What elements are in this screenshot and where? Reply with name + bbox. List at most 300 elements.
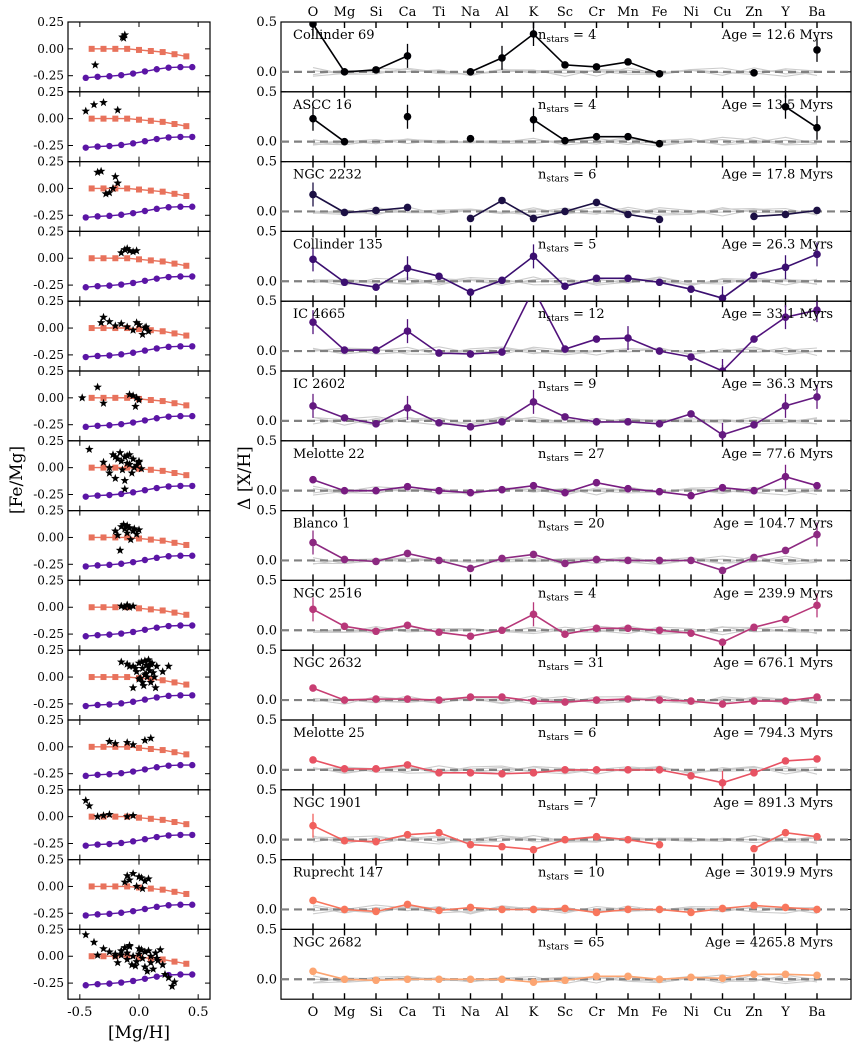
data-point bbox=[372, 346, 380, 354]
data-point bbox=[687, 973, 695, 981]
reference-marker bbox=[142, 836, 148, 842]
reference-marker bbox=[130, 838, 136, 844]
y-tick-label: -0.25 bbox=[33, 766, 64, 781]
nstars-label: $n_{stars} = 5$ bbox=[538, 237, 597, 255]
data-point bbox=[341, 68, 349, 76]
data-point bbox=[813, 906, 821, 914]
cluster-series bbox=[309, 183, 821, 224]
reference-marker bbox=[160, 398, 166, 404]
reference-marker bbox=[183, 612, 189, 618]
y-tick-label: 0.25 bbox=[37, 503, 64, 518]
data-point bbox=[782, 904, 790, 912]
data-point bbox=[435, 349, 443, 357]
data-point bbox=[435, 769, 443, 777]
reference-marker bbox=[148, 397, 154, 403]
reference-marker bbox=[160, 887, 166, 893]
data-point bbox=[719, 700, 727, 708]
data-point bbox=[782, 697, 790, 705]
data-point bbox=[656, 70, 664, 78]
cluster-panel-13 bbox=[256, 853, 851, 930]
age-label: Age = 17.8 Myrs bbox=[721, 167, 833, 183]
y-tick-label: 0.0 bbox=[256, 902, 277, 918]
reference-marker bbox=[165, 483, 171, 489]
reference-marker bbox=[172, 51, 178, 57]
data-point bbox=[813, 124, 821, 132]
data-point bbox=[656, 766, 664, 774]
x-tick-label-top: Mg bbox=[333, 5, 356, 20]
y-tick-label: 0.5 bbox=[256, 294, 277, 310]
data-point bbox=[719, 567, 727, 575]
y-tick-label: 0.00 bbox=[37, 739, 64, 754]
reference-marker bbox=[172, 679, 178, 685]
reference-marker bbox=[172, 819, 178, 825]
x-tick-label: Zn bbox=[745, 1005, 763, 1021]
data-point bbox=[498, 906, 506, 914]
reference-marker bbox=[165, 623, 171, 629]
x-tick-label-top: Ni bbox=[683, 5, 699, 20]
reference-marker bbox=[160, 49, 166, 55]
reference-line-2 bbox=[86, 277, 193, 288]
y-axis-label: [Fe/Mg] bbox=[7, 445, 27, 515]
data-point bbox=[782, 547, 790, 555]
nstars-label: $n_{stars} = 31$ bbox=[538, 656, 605, 674]
x-tick-label-top: Y bbox=[781, 5, 790, 20]
data-point bbox=[750, 902, 758, 910]
data-point bbox=[813, 207, 821, 215]
reference-marker bbox=[118, 910, 124, 916]
reference-marker bbox=[160, 607, 166, 613]
reference-marker bbox=[83, 284, 89, 290]
cluster-series bbox=[309, 465, 821, 500]
y-tick-label: 0.25 bbox=[37, 643, 64, 658]
star-point bbox=[99, 98, 108, 106]
data-point bbox=[498, 770, 506, 778]
data-point bbox=[656, 488, 664, 496]
reference-marker bbox=[177, 343, 183, 349]
cluster-name: Melotte 22 bbox=[293, 446, 365, 462]
x-tick-label-top: Mn bbox=[617, 5, 639, 20]
data-point bbox=[372, 558, 380, 566]
cluster-name: NGC 2682 bbox=[293, 935, 362, 951]
data-point bbox=[309, 20, 317, 28]
reference-marker bbox=[148, 188, 154, 194]
reference-marker bbox=[154, 206, 160, 212]
cluster-name: Collinder 69 bbox=[293, 28, 375, 43]
y-tick-label: 0.25 bbox=[37, 573, 64, 588]
data-point bbox=[309, 822, 317, 830]
y-tick-label: 0.5 bbox=[256, 154, 277, 170]
star-point bbox=[85, 445, 94, 453]
reference-marker bbox=[89, 185, 95, 191]
cluster-name: ASCC 16 bbox=[293, 97, 352, 113]
y-tick-label: 0.25 bbox=[37, 922, 64, 937]
data-point bbox=[813, 393, 821, 401]
star-point bbox=[93, 383, 102, 391]
reference-marker bbox=[89, 814, 95, 820]
reference-marker bbox=[124, 185, 130, 191]
reference-marker bbox=[89, 744, 95, 750]
data-point bbox=[593, 63, 601, 71]
age-label: Age = 26.3 Myrs bbox=[721, 237, 833, 253]
star-point bbox=[113, 106, 122, 114]
reference-marker bbox=[106, 352, 112, 358]
reference-marker bbox=[136, 815, 142, 821]
cluster-name: NGC 2232 bbox=[293, 167, 362, 183]
data-point bbox=[782, 615, 790, 623]
star-point bbox=[105, 317, 114, 325]
reference-marker bbox=[89, 604, 95, 610]
reference-marker bbox=[177, 273, 183, 279]
data-point bbox=[750, 769, 758, 777]
reference-marker bbox=[136, 605, 142, 611]
data-point bbox=[467, 423, 475, 431]
cluster-name: Melotte 25 bbox=[293, 726, 365, 741]
reference-marker bbox=[136, 256, 142, 262]
x-tick-label: Ti bbox=[432, 1005, 446, 1021]
nstars-label: $n_{stars} = 65$ bbox=[538, 935, 605, 953]
data-point bbox=[309, 256, 317, 264]
data-point bbox=[530, 215, 538, 223]
y-tick-label: 0.5 bbox=[256, 713, 277, 728]
x-tick-label: 0.0 bbox=[128, 1005, 150, 1021]
reference-marker bbox=[172, 470, 178, 476]
reference-marker bbox=[172, 959, 178, 965]
reference-marker bbox=[148, 746, 154, 752]
reference-marker bbox=[136, 117, 142, 123]
data-point bbox=[656, 975, 664, 983]
data-point bbox=[341, 138, 349, 146]
data-point bbox=[309, 191, 317, 199]
reference-marker bbox=[148, 257, 154, 263]
reference-marker bbox=[177, 762, 183, 768]
reference-marker bbox=[94, 632, 100, 638]
data-point bbox=[687, 629, 695, 637]
reference-marker bbox=[106, 282, 112, 288]
reference-marker bbox=[118, 421, 124, 427]
data-point bbox=[404, 901, 412, 909]
reference-marker bbox=[130, 559, 136, 565]
reference-marker bbox=[183, 53, 189, 59]
reference-line-2 bbox=[86, 207, 193, 218]
x-tick-label: Sc bbox=[556, 1005, 574, 1021]
reference-marker bbox=[101, 883, 107, 889]
reference-marker bbox=[112, 883, 118, 889]
reference-marker bbox=[177, 622, 183, 628]
reference-marker bbox=[106, 911, 112, 917]
reference-marker bbox=[177, 134, 183, 140]
cluster-name: IC 4665 bbox=[293, 307, 346, 323]
x-tick-label-top: K bbox=[528, 5, 539, 20]
nstars-label: $n_{stars} = 6$ bbox=[538, 167, 597, 185]
data-point bbox=[687, 697, 695, 705]
data-point bbox=[435, 975, 443, 983]
y-tick-label: 0.00 bbox=[37, 41, 64, 56]
data-point bbox=[467, 904, 475, 912]
x-tick-label: Ni bbox=[683, 1005, 699, 1021]
reference-marker bbox=[165, 64, 171, 70]
data-point bbox=[341, 487, 349, 495]
left-panel-3 bbox=[33, 155, 210, 232]
reference-line-2 bbox=[86, 67, 193, 78]
data-point bbox=[498, 418, 506, 426]
left-panel-5 bbox=[33, 294, 210, 371]
data-point bbox=[813, 531, 821, 539]
data-point bbox=[404, 327, 412, 335]
y-tick-label: -0.25 bbox=[33, 557, 64, 572]
y-tick-label: -0.25 bbox=[33, 68, 64, 83]
data-point bbox=[435, 696, 443, 704]
data-point bbox=[404, 204, 412, 212]
reference-marker bbox=[118, 351, 124, 357]
reference-marker bbox=[189, 832, 195, 838]
data-point bbox=[435, 419, 443, 427]
cluster-panel-3 bbox=[256, 155, 851, 232]
data-point bbox=[467, 215, 475, 223]
data-point bbox=[813, 482, 821, 490]
y-tick-label: -0.25 bbox=[33, 696, 64, 711]
data-point bbox=[782, 263, 790, 271]
reference-marker bbox=[160, 677, 166, 683]
reference-marker bbox=[177, 413, 183, 419]
reference-marker bbox=[183, 333, 189, 339]
x-tick-label-top: Fe bbox=[651, 5, 668, 20]
reference-marker bbox=[83, 493, 89, 499]
reference-marker bbox=[130, 140, 136, 146]
data-point bbox=[467, 489, 475, 497]
y-tick-label: 0.25 bbox=[37, 84, 64, 99]
data-point bbox=[435, 907, 443, 915]
nstars-label: $n_{stars} = 9$ bbox=[538, 377, 597, 394]
y-tick-label: 0.0 bbox=[256, 344, 277, 360]
data-point bbox=[624, 133, 632, 141]
age-label: Age = 13.5 Myrs bbox=[721, 97, 833, 113]
y-tick-label: 0.00 bbox=[37, 460, 64, 475]
data-point bbox=[624, 211, 632, 219]
reference-marker bbox=[183, 682, 189, 688]
data-point bbox=[498, 555, 506, 563]
y-tick-label: -0.25 bbox=[33, 347, 64, 362]
data-point bbox=[593, 556, 601, 564]
reference-marker bbox=[148, 467, 154, 473]
data-point bbox=[593, 696, 601, 704]
reference-marker bbox=[165, 274, 171, 280]
data-point bbox=[341, 837, 349, 845]
x-tick-label-top: Na bbox=[460, 5, 481, 20]
reference-marker bbox=[165, 204, 171, 210]
reference-marker bbox=[101, 534, 107, 540]
x-tick-label-top: Cu bbox=[713, 5, 732, 20]
data-point bbox=[656, 278, 664, 286]
reference-marker bbox=[83, 773, 89, 779]
data-point bbox=[341, 696, 349, 704]
age-label: Age = 77.6 Myrs bbox=[721, 446, 833, 462]
cluster-name: Blanco 1 bbox=[293, 516, 351, 532]
star-point bbox=[158, 667, 167, 675]
data-point bbox=[750, 554, 758, 562]
data-point bbox=[309, 897, 317, 905]
data-point bbox=[530, 551, 538, 559]
data-point bbox=[656, 906, 664, 914]
data-point bbox=[624, 906, 632, 914]
y-tick-label: 0.25 bbox=[37, 224, 64, 239]
y-tick-label: 0.00 bbox=[37, 251, 64, 266]
star-point bbox=[90, 938, 99, 946]
y-tick-label: 0.25 bbox=[37, 154, 64, 169]
y-tick-label: 0.5 bbox=[256, 433, 277, 449]
data-point bbox=[687, 909, 695, 917]
reference-marker bbox=[177, 483, 183, 489]
reference-marker bbox=[177, 692, 183, 698]
reference-marker bbox=[165, 413, 171, 419]
reference-marker bbox=[183, 263, 189, 269]
y-tick-label: -0.25 bbox=[33, 906, 64, 921]
cluster-name: IC 2602 bbox=[293, 377, 346, 392]
data-point bbox=[782, 473, 790, 481]
reference-line-2 bbox=[86, 626, 193, 637]
data-point bbox=[561, 489, 569, 497]
data-point bbox=[404, 264, 412, 272]
reference-marker bbox=[172, 330, 178, 336]
reference-marker bbox=[154, 275, 160, 281]
y-tick-label: -0.25 bbox=[33, 487, 64, 502]
reference-marker bbox=[106, 980, 112, 986]
data-point bbox=[656, 557, 664, 565]
y-tick-label: 0.25 bbox=[37, 15, 64, 29]
reference-marker bbox=[165, 553, 171, 559]
reference-marker bbox=[172, 889, 178, 895]
reference-marker bbox=[183, 751, 189, 757]
y-tick-label: 0.5 bbox=[256, 922, 277, 938]
data-point bbox=[782, 829, 790, 837]
reference-marker bbox=[177, 64, 183, 70]
data-point bbox=[561, 61, 569, 69]
data-point bbox=[404, 550, 412, 558]
data-point bbox=[782, 402, 790, 410]
x-tick-label-top: Cr bbox=[588, 5, 605, 20]
data-point bbox=[624, 418, 632, 426]
reference-marker bbox=[154, 485, 160, 491]
data-point bbox=[687, 557, 695, 565]
x-tick-label: Na bbox=[460, 1005, 481, 1021]
y-tick-label: -0.25 bbox=[33, 417, 64, 432]
cluster-panel-5 bbox=[256, 277, 851, 383]
reference-marker bbox=[101, 674, 107, 680]
age-label: Age = 3019.9 Myrs bbox=[705, 865, 833, 881]
y-tick-label: 0.00 bbox=[37, 879, 64, 894]
reference-marker bbox=[94, 841, 100, 847]
reference-marker bbox=[165, 762, 171, 768]
reference-marker bbox=[183, 961, 189, 967]
reference-marker bbox=[148, 606, 154, 612]
reference-marker bbox=[189, 902, 195, 908]
reference-marker bbox=[106, 143, 112, 149]
x-tick-label: Al bbox=[495, 1005, 509, 1021]
reference-marker bbox=[118, 72, 124, 78]
data-point bbox=[561, 836, 569, 844]
cluster-name: Ruprecht 147 bbox=[293, 865, 384, 881]
x-tick-label-top: Zn bbox=[745, 5, 763, 20]
y-tick-label: 0.0 bbox=[256, 413, 277, 429]
star-point bbox=[129, 683, 138, 691]
data-point bbox=[498, 975, 506, 983]
reference-marker bbox=[189, 134, 195, 140]
reference-marker bbox=[101, 46, 107, 52]
cluster-panel-14 bbox=[256, 922, 851, 999]
reference-marker bbox=[189, 273, 195, 279]
reference-marker bbox=[142, 487, 148, 493]
data-point bbox=[372, 976, 380, 984]
cluster-name: NGC 2516 bbox=[293, 586, 362, 602]
left-panel-13 bbox=[33, 853, 210, 930]
age-label: Age = 239.9 Myrs bbox=[713, 586, 833, 602]
cluster-name: Collinder 135 bbox=[293, 237, 383, 253]
data-point bbox=[435, 272, 443, 280]
left-panel-8 bbox=[33, 504, 210, 581]
data-point bbox=[750, 487, 758, 495]
reference-marker bbox=[142, 627, 148, 633]
left-panel-1 bbox=[33, 15, 210, 92]
y-axis-label: Δ [X/H] bbox=[235, 446, 255, 510]
reference-marker bbox=[189, 64, 195, 70]
reference-marker bbox=[136, 187, 142, 193]
data-point bbox=[498, 486, 506, 494]
reference-marker bbox=[106, 562, 112, 568]
reference-marker bbox=[106, 771, 112, 777]
data-point bbox=[530, 697, 538, 705]
data-point bbox=[372, 283, 380, 291]
data-point bbox=[813, 971, 821, 979]
nstars-label: $n_{stars} = 4$ bbox=[538, 586, 597, 604]
data-point bbox=[435, 557, 443, 565]
data-point bbox=[498, 693, 506, 701]
age-label: Age = 12.6 Myrs bbox=[721, 28, 833, 43]
reference-marker bbox=[112, 255, 118, 261]
data-point bbox=[750, 421, 758, 429]
y-tick-label: 0.00 bbox=[37, 949, 64, 964]
data-point bbox=[372, 66, 380, 74]
data-point bbox=[656, 841, 664, 849]
reference-marker bbox=[118, 630, 124, 636]
data-point bbox=[530, 285, 538, 293]
reference-marker bbox=[160, 189, 166, 195]
reference-marker bbox=[177, 832, 183, 838]
data-point bbox=[467, 693, 475, 701]
reference-marker bbox=[118, 979, 124, 985]
reference-marker bbox=[83, 144, 89, 150]
reference-marker bbox=[101, 116, 107, 122]
data-point bbox=[624, 274, 632, 282]
data-point bbox=[561, 698, 569, 706]
reference-marker bbox=[94, 423, 100, 429]
reference-marker bbox=[94, 702, 100, 708]
nstars-label: $n_{stars} = 4$ bbox=[538, 28, 597, 45]
data-point bbox=[593, 199, 601, 207]
y-tick-label: 0.25 bbox=[37, 713, 64, 727]
reference-marker bbox=[106, 841, 112, 847]
cluster-panel-8 bbox=[256, 504, 851, 581]
data-point bbox=[687, 285, 695, 293]
reference-marker bbox=[183, 123, 189, 129]
reference-marker bbox=[142, 208, 148, 214]
reference-marker bbox=[130, 280, 136, 286]
x-tick-label: Si bbox=[369, 1005, 383, 1021]
reference-marker bbox=[165, 902, 171, 908]
data-point bbox=[782, 970, 790, 978]
star-point bbox=[78, 393, 87, 401]
data-point bbox=[656, 216, 664, 224]
reference-marker bbox=[89, 674, 95, 680]
reference-line-2 bbox=[86, 765, 193, 776]
